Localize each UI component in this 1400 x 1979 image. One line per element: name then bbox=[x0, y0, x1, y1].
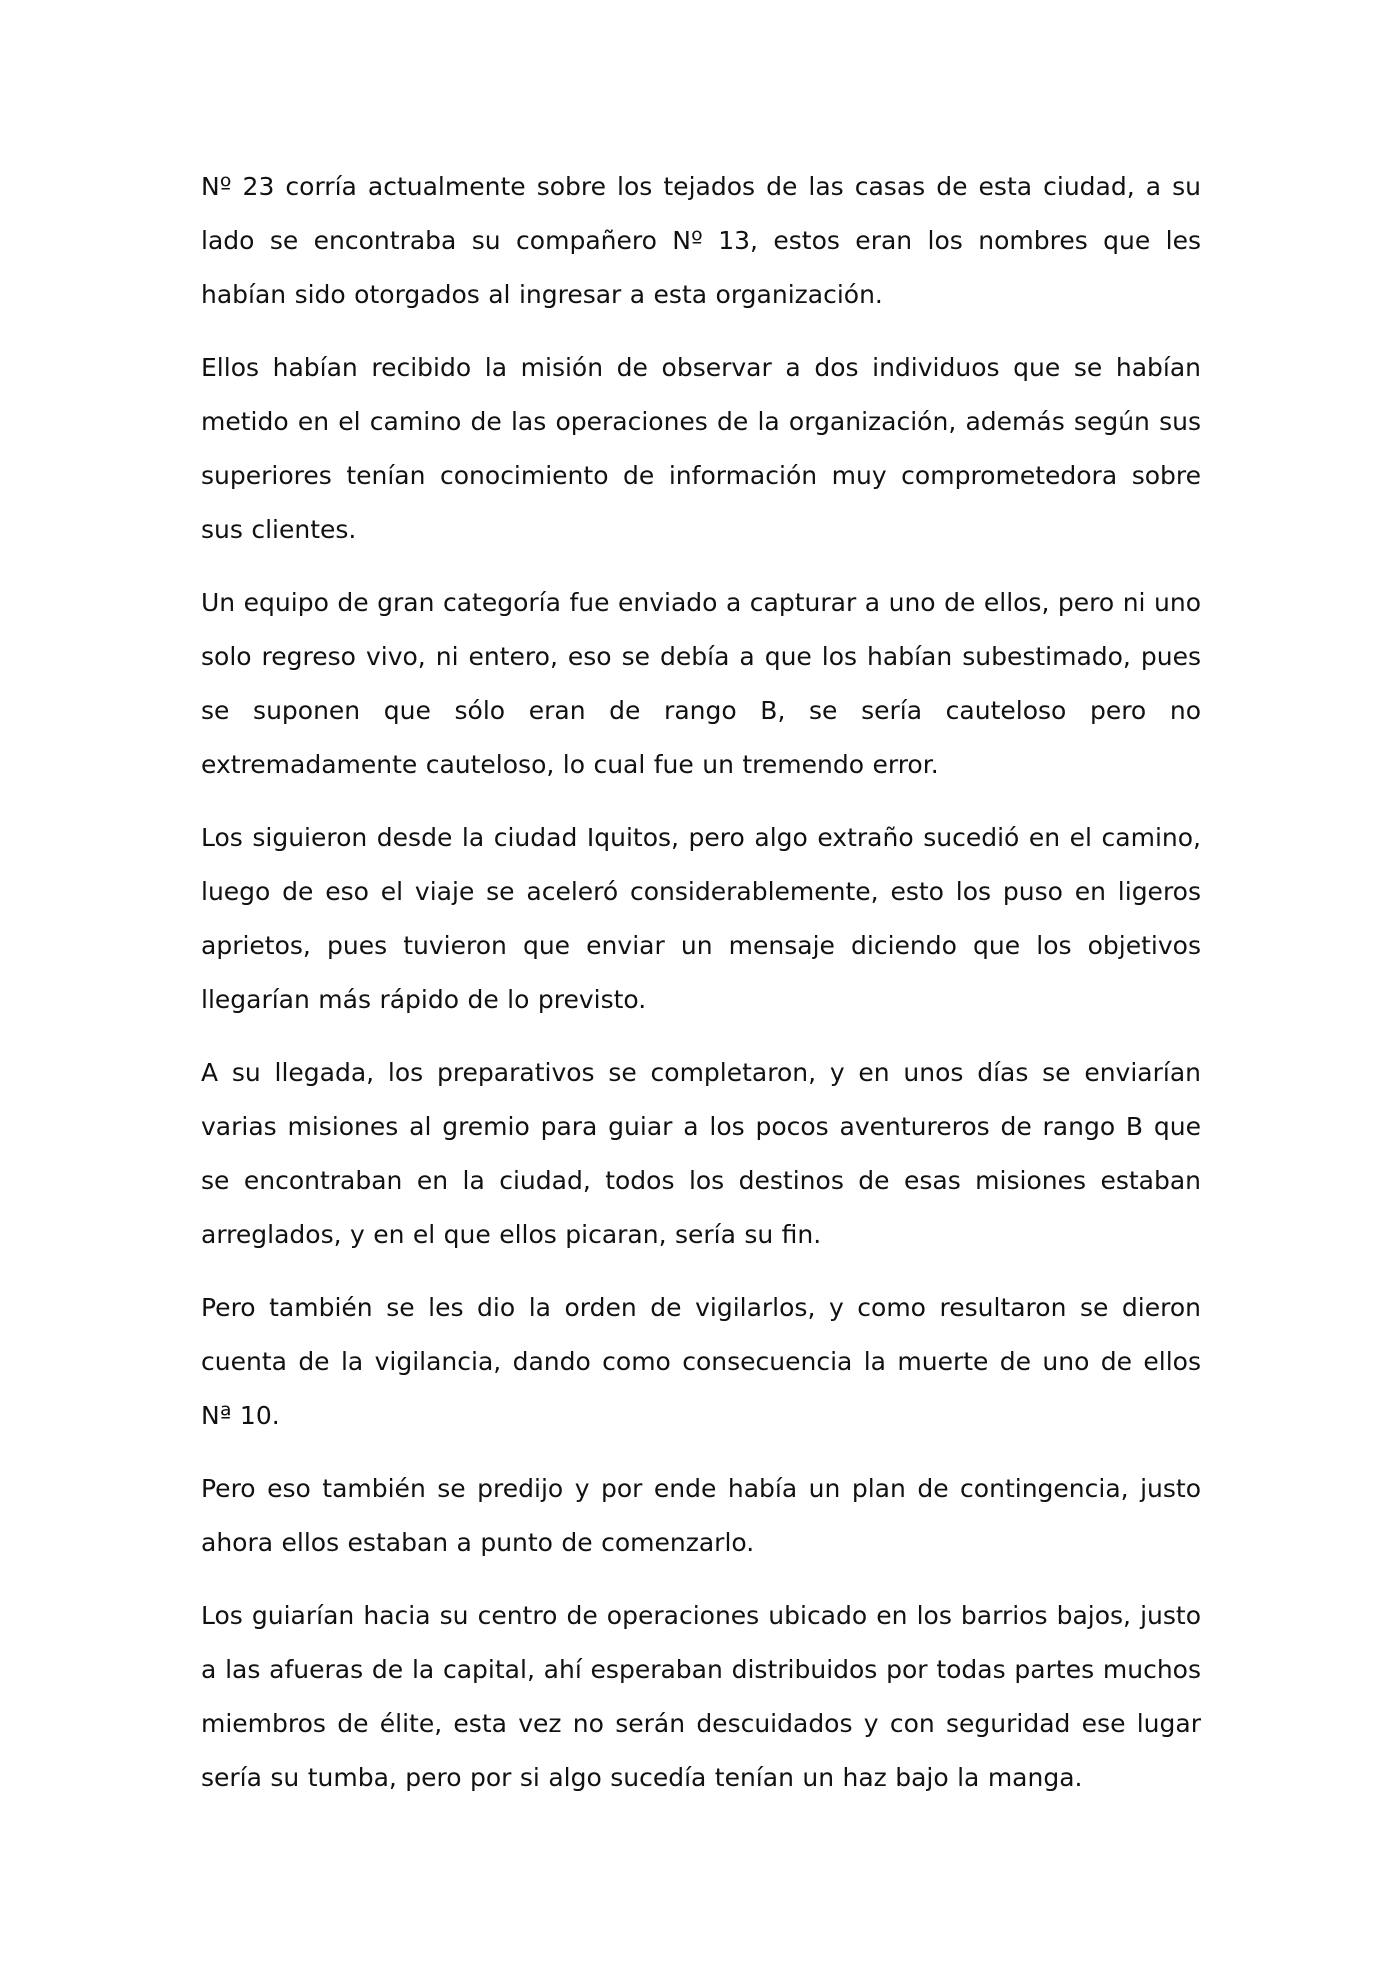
paragraph-4: Los siguieron desde la ciudad Iquitos, pero algo extraño sucedió en el camino, luego de eso el viaje se aceleró considerablemente, esto los puso en ligeros aprietos, pues tuvieron que enviar un mensaje diciendo que los objetivos llegarían más rápido de lo previsto. bbox=[201, 823, 1201, 1014]
paragraph-7: Pero eso también se predijo y por ende había un plan de contingencia, justo ahora ellos estaban a punto de comenzarlo. bbox=[201, 1474, 1201, 1557]
paragraph-6: Pero también se les dio la orden de vigilarlos, y como resultaron se dieron cuenta de la vigilancia, dando como consecuencia la muerte de uno de ellos Nª 10. bbox=[201, 1293, 1201, 1430]
paragraph-3: Un equipo de gran categoría fue enviado a capturar a uno de ellos, pero ni uno solo regreso vivo, ni entero, eso se debía a que los habían subestimado, pues se suponen que sólo eran de rango B, se sería cauteloso pero no extremadamente cauteloso, lo cual fue un tremendo error. bbox=[201, 588, 1201, 779]
paragraph-1: Nº 23 corría actualmente sobre los tejados de las casas de esta ciudad, a su lado se encontraba su compañero Nº 13, estos eran los nombres que les habían sido otorgados al ingresar a esta organización. bbox=[201, 172, 1201, 309]
paragraph-5: A su llegada, los preparativos se completaron, y en unos días se enviarían varias misiones al gremio para guiar a los pocos aventureros de rango B que se encontraban en la ciudad, todos los destinos de esas misiones estaban arreglados, y en el que ellos picaran, sería su fin. bbox=[201, 1058, 1201, 1249]
paragraph-2: Ellos habían recibido la misión de observar a dos individuos que se habían metido en el camino de las operaciones de la organización, además según sus superiores tenían conocimiento de información muy comprometedora sobre sus clientes. bbox=[201, 353, 1201, 544]
paragraph-8: Los guiarían hacia su centro de operaciones ubicado en los barrios bajos, justo a las afueras de la capital, ahí esperaban distribuidos por todas partes muchos miembros de élite, esta vez no serán descuidados y con seguridad ese lugar sería su tumba, pero por si algo sucedía tenían un haz bajo la manga. bbox=[201, 1601, 1201, 1792]
body-text bbox=[201, 160, 1201, 1824]
